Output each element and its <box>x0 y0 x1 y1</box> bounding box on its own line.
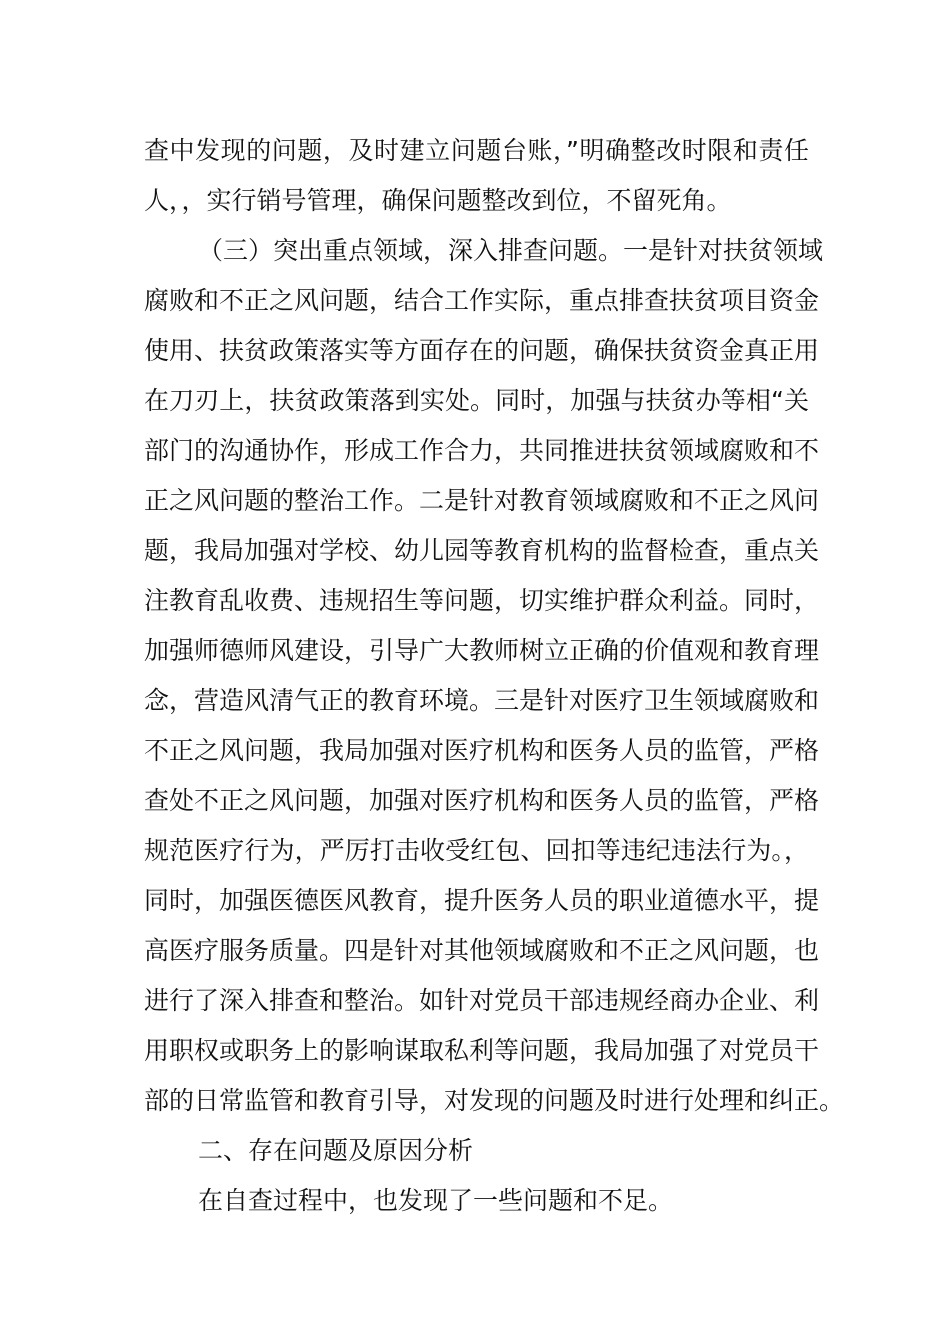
text-line: 高医疗服务质量。四是针对其他领域腐败和不正之风问题，也 <box>144 936 820 965</box>
text-line: 腐败和不正之风问题，结合工作实际，重点排查扶贫项目资金 <box>144 286 820 315</box>
text-line: 部门的沟通协作，形成工作合力，共同推进扶贫领域腐败和不 <box>144 436 820 465</box>
text-line: 正之风问题的整治工作。二是针对教育领域腐败和不正之风问 <box>144 486 820 515</box>
body-text <box>144 126 845 1226</box>
text-line: 查中发现的问题，及时建立问题台账，”明确整改时限和责任 <box>144 136 809 165</box>
text-line: 查处不正之风问题，加强对医疗机构和医务人员的监管，严格 <box>144 786 820 815</box>
text-line: 使用、扶贫政策落实等方面存在的问题，确保扶贫资金真正用 <box>144 336 820 365</box>
text-line: 加强师德师风建设，引导广大教师树立正确的价值观和教育理 <box>144 636 820 665</box>
text-line: 同时，加强医德医风教育，提升医务人员的职业道德水平，提 <box>144 886 820 915</box>
text-line: 在自查过程中，也发现了一些问题和不足。 <box>198 1186 674 1215</box>
text-line: 进行了深入排查和整治。如针对党员干部违规经商办企业、利 <box>144 986 820 1015</box>
text-line: 人，，实行销号管理，确保问题整改到位，不留死角。 <box>144 186 732 215</box>
section-heading-line: （三）突出重点领域，深入排查问题。一是针对扶贫领域 <box>198 236 824 265</box>
text-line: 在刀刃上，扶贫政策落到实处。同时，加强与扶贫办等相“关 <box>144 386 809 415</box>
text-line: 注教育乱收费、违规招生等问题，切实维护群众利益。同时， <box>144 586 820 615</box>
text-line: 不正之风问题，我局加强对医疗机构和医务人员的监管，严格 <box>144 736 820 765</box>
section-heading: 二、存在问题及原因分析 <box>198 1136 474 1165</box>
text-line: 规范医疗行为，严厉打击收受红包、回扣等违纪违法行为。， <box>144 836 809 865</box>
text-line: 念，营造风清气正的教育环境。三是针对医疗卫生领域腐败和 <box>144 686 820 715</box>
text-line: 部的日常监管和教育引导，对发现的问题及时进行处理和纠正。 <box>144 1086 845 1115</box>
text-line: 用职权或职务上的影响谋取私利等问题，我局加强了对党员干 <box>144 1036 820 1065</box>
text-line: 题，我局加强对学校、幼儿园等教育机构的监督检查，重点关 <box>144 536 820 565</box>
